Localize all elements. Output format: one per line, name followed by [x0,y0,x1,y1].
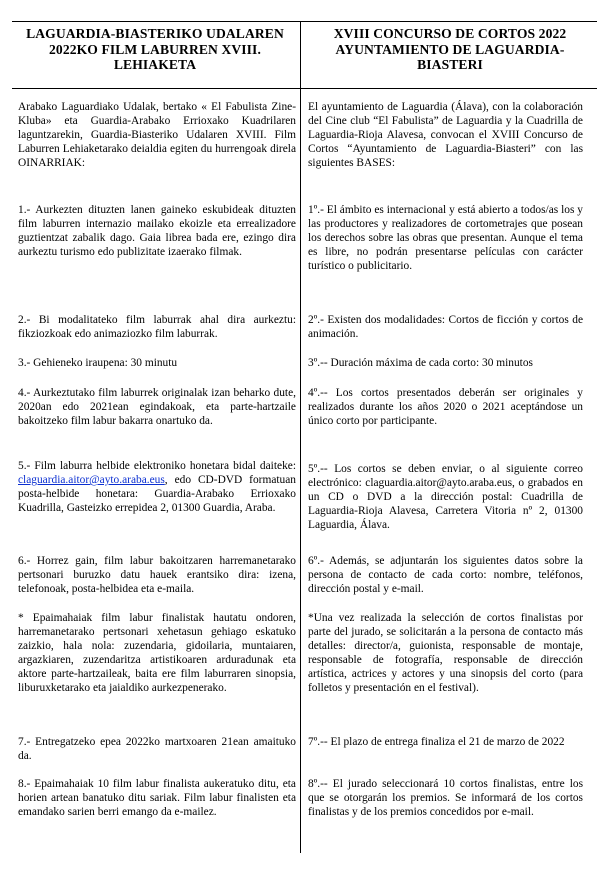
basque-rule-6-note: * Epaimahaiak film labur finalistak hautatu ondoren, harremanetarako pertsonari xehetasun gehiago eskatuko zaizkio, hala nola: zuzendaria, gidoilaria, muntaiaren, argazkiaren, zuzendaritza artistikoaren arduradunak eta aktore parte-hartzaileak, baita ere film laburraren sinopsia, liburuxketarako eta jaialdiko aurkezpenerako. [18,612,296,695]
spanish-rule-3: 3º.-- Duración máxima de cada corto: 30 minutos [308,357,533,369]
spanish-rule-2: 2º.- Existen dos modalidades: Cortos de ficción y cortos de animación. [308,314,583,341]
basque-rule-6: 6.- Horrez gain, film labur bakoitzaren harremanetarako pertsonari buruzko datu hauek erantsiko dira: izena, telefonoak, posta-helbidea eta e-maila. [18,555,296,596]
basque-rule-4: 4.- Aurkeztutako film laburrek originalak izan beharko dute, 2020an edo 2021ean egindakoak, eta parte-hartzaile bakoitzeko film labur bakarra onartuko da. [18,387,296,428]
basque-rule-2: 2.- Bi modalitateko film laburrak ahal dira aurkeztu: fikziozkoak edo animaziozko film laburrak. [18,314,296,341]
spanish-rule-7: 7º.-- El plazo de entrega finaliza el 21 de marzo de 2022 [308,736,565,748]
basque-intro: Arabako Laguardiako Udalak, bertako « El Fabulista Zine-Kluba» eta Guardia-Arabako Errioxako Kuadrilaren laguntzarekin, Guardia-Biasteriko Udalaren XVIII. Film Laburren Lehiaketarako deialdia egiten du hurrengoak direla OINARRIAK: [18,101,296,170]
column-divider [300,21,301,853]
basque-rule-3: 3.- Gehieneko iraupena: 30 minutu [18,357,178,369]
spanish-rule-4: 4º.-- Los cortos presentados deberán ser originales y realizados durante los años 2020 o 2021 aceptándose un único corto por participante. [308,387,583,428]
spanish-rule-5: 5º.-- Los cortos se deben enviar, o al siguiente correo electrónico: claguardia.aitor@ayto.araba.eus, o grabados en un CD o DVD a la dirección postal: Cuadrilla de Laguardia-Rioja Alavesa, Carretera Vitoria nº 2, 01300 Laguardia, Álava. [308,463,583,532]
basque-rule-1: 1.- Aurkezten dituzten lanen gaineko eskubideak dituzten film laburren internazio mailako ekoizle eta errealizadore guztientzat zabalik dago. Gaia librea bada ere, ezingo dira aurkeztu turismo edo publizitate izaerako filmak. [18,204,296,259]
spanish-rule-8: 8º.-- El jurado seleccionará 10 cortos finalistas, entre los que se otorgarán los premios. Se informará de los cortos finalistas y de los premios concedidos por e-mail. [308,778,583,819]
basque-rule-7: 7.- Entregatzeko epea 2022ko martxoaren 21ean amaituko da. [18,736,296,763]
header-divider [12,88,597,89]
basque-rule-5-text-a: 5.- Film laburra helbide elektroniko honetara bidal daiteke: [18,460,296,472]
spanish-title: XVIII CONCURSO DE CORTOS 2022 AYUNTAMIENTO DE LAGUARDIA-BIASTERI [333,26,567,72]
spanish-rule-6-note: *Una vez realizada la selección de cortos finalistas por parte del jurado, se solicitarán a la persona de contacto más detalles: director/a, guionista, responsable de montaje, responsable de fotografía, responsable de dirección artística, actrices y actores y una sinopsis del corto (para folletos y presentación en el festival). [308,612,583,695]
email-link[interactable]: claguardia.aitor@ayto.araba.eus [18,474,165,487]
basque-rule-5 [18,459,296,515]
basque-title: LAGUARDIA-BIASTERIKO UDALAREN 2022KO FILM LABURREN XVIII. LEHIAKETA [26,26,284,72]
spanish-intro: El ayuntamiento de Laguardia (Álava), con la colaboración del Cine club “El Fabulista” de Laguardia y la Cuadrilla de Laguardia-Rioja Alavesa, convocan el XVIII Concurso de Cortos “Ayuntamiento de Laguardia-Biasteri” con las siguientes BASES: [308,101,583,170]
basque-rule-5-text-b: , edo CD-DVD formatuan posta-helbide honetara: Guardia-Arabako Errioxako Kuadrilla, Gasteizko errepidea 2, 01300 Guardia, Araba. [18,474,296,515]
spanish-rule-6: 6º.- Además, se adjuntarán los siguientes datos sobre la persona de contacto de cada corto: nombre, teléfonos, dirección postal y e-mail. [308,555,583,596]
table-top-border [12,21,597,22]
basque-rule-8: 8.- Epaimahaiak 10 film labur finalista aukeratuko ditu, eta horien artean banatuko ditu sariak. Film labur finalisten eta emandako sarien berri emango da e-mailez. [18,778,296,819]
spanish-rule-1: 1º.- El ámbito es internacional y está abierto a todos/as los y las productores y realizadores de cortometrajes que posean los derechos sobre las obras que presentan. Aunque el tema es libre, no podrán presentarse películas con carácter turístico o publicitario. [308,204,583,273]
